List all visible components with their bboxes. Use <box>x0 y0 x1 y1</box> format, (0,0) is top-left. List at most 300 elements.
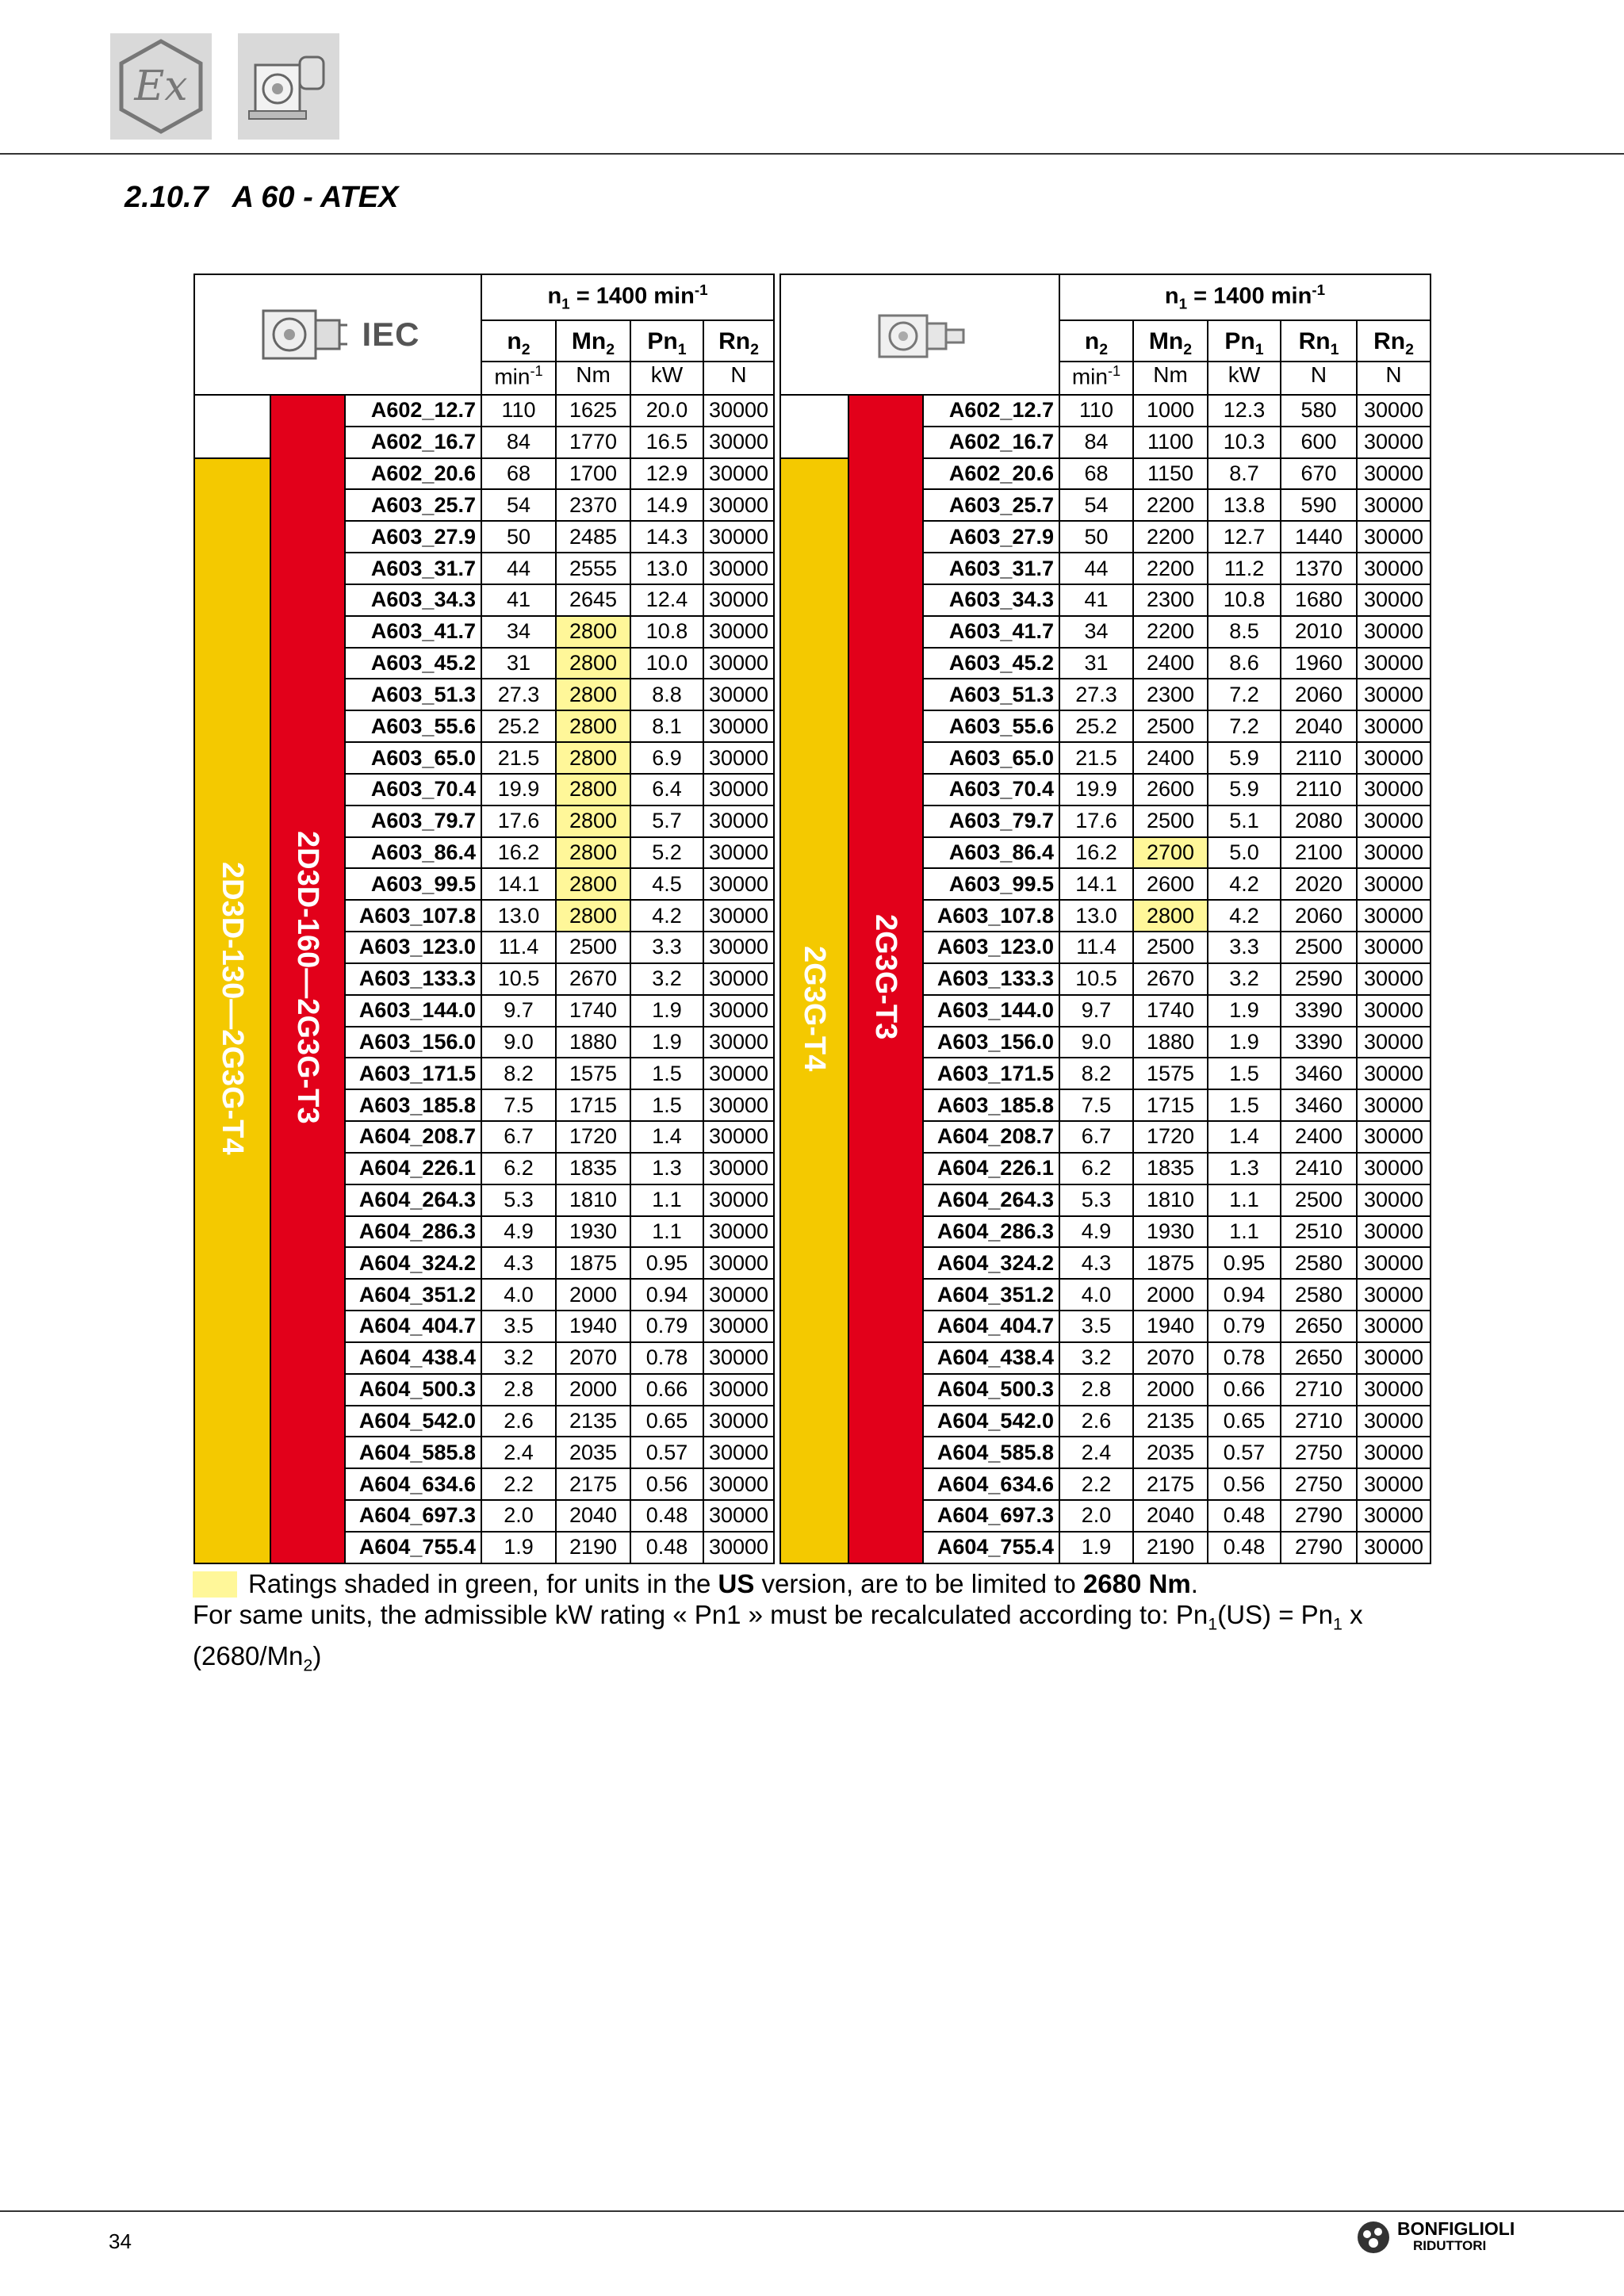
section-name: A 60 - ATEX <box>232 181 399 214</box>
value-cell: 50 <box>1059 521 1133 553</box>
value-cell: 30000 <box>703 1279 774 1311</box>
gear-code-cell: A603_171.5 <box>923 1058 1059 1089</box>
value-cell: 6.4 <box>630 774 703 806</box>
value-cell: 13.8 <box>1208 489 1281 521</box>
value-cell: 1940 <box>1133 1311 1208 1342</box>
value-cell: 54 <box>1059 489 1133 521</box>
value-cell: 9.7 <box>1059 995 1133 1027</box>
value-cell: 2800 <box>556 837 630 869</box>
value-cell: 2300 <box>1133 584 1208 616</box>
value-cell: 84 <box>481 427 556 458</box>
value-cell: 1715 <box>1133 1089 1208 1121</box>
gear-code-cell: A604_438.4 <box>923 1342 1059 1374</box>
value-cell: 1960 <box>1281 648 1357 679</box>
atex-ex-icon <box>110 33 212 140</box>
value-cell: 2500 <box>1133 710 1208 742</box>
value-cell: 2800 <box>1133 900 1208 932</box>
value-cell: 30000 <box>703 553 774 584</box>
value-cell: 12.7 <box>1208 521 1281 553</box>
gear-code-cell: A603_55.6 <box>345 710 481 742</box>
gear-code-cell: A603_156.0 <box>345 1027 481 1058</box>
value-cell: 13.0 <box>1059 900 1133 932</box>
value-cell: 0.48 <box>1208 1532 1281 1563</box>
value-cell: 14.1 <box>481 868 556 900</box>
value-cell: 1.9 <box>630 995 703 1027</box>
value-cell: 30000 <box>703 1406 774 1437</box>
value-cell: 1875 <box>1133 1247 1208 1279</box>
value-cell: 30000 <box>703 774 774 806</box>
gear-code-cell: A602_20.6 <box>345 458 481 490</box>
value-cell: 2.0 <box>481 1500 556 1532</box>
value-cell: 10.5 <box>481 963 556 995</box>
gear-code-cell: A603_79.7 <box>923 806 1059 837</box>
value-cell: 31 <box>481 648 556 679</box>
inner-atex-band <box>270 395 345 1563</box>
value-cell: 1880 <box>556 1027 630 1058</box>
footnote-line-1: Ratings shaded in green, for units in the US version, are to be limited to 2680 Nm. <box>193 1568 1446 1599</box>
value-cell: 1720 <box>1133 1121 1208 1153</box>
section-number: 2.10.7 <box>124 181 209 214</box>
value-cell: 3.2 <box>1059 1342 1133 1374</box>
input-speed-header: $n_1 = 1400$ $\min^{-1}$ <box>1059 274 1431 320</box>
value-cell: 30000 <box>1357 1216 1431 1248</box>
value-cell: 30000 <box>1357 806 1431 837</box>
value-cell: 8.8 <box>630 679 703 710</box>
value-cell: 5.3 <box>1059 1184 1133 1216</box>
value-cell: 8.5 <box>1208 616 1281 648</box>
value-cell: 2135 <box>556 1406 630 1437</box>
gearbox-icon <box>868 303 971 366</box>
value-cell: 6.7 <box>1059 1121 1133 1153</box>
gear-code-cell: A603_65.0 <box>345 742 481 774</box>
gear-code-cell: A603_41.7 <box>923 616 1059 648</box>
value-cell: 30000 <box>1357 1406 1431 1437</box>
value-cell: 6.7 <box>481 1121 556 1153</box>
value-cell: 30000 <box>703 679 774 710</box>
gear-code-cell: A603_86.4 <box>345 837 481 869</box>
value-cell: 30000 <box>703 1437 774 1468</box>
value-cell: 2.8 <box>1059 1374 1133 1406</box>
value-cell: 2500 <box>556 932 630 963</box>
value-cell: 2010 <box>1281 616 1357 648</box>
value-cell: 30000 <box>1357 1311 1431 1342</box>
value-cell: 1740 <box>556 995 630 1027</box>
gear-code-cell: A604_324.2 <box>923 1247 1059 1279</box>
gear-code-cell: A604_208.7 <box>923 1121 1059 1153</box>
value-cell: 1700 <box>556 458 630 490</box>
value-cell: 2080 <box>1281 806 1357 837</box>
brand-logo <box>1356 2220 1515 2255</box>
value-cell: 2510 <box>1281 1216 1357 1248</box>
iec-label: IEC <box>362 316 420 353</box>
value-cell: 3.3 <box>630 932 703 963</box>
value-cell: 30000 <box>703 742 774 774</box>
value-cell: 30000 <box>1357 710 1431 742</box>
gear-code-cell: A603_27.9 <box>345 521 481 553</box>
gear-code-cell: A603_99.5 <box>345 868 481 900</box>
value-cell: 2485 <box>556 521 630 553</box>
value-cell: 2650 <box>1281 1342 1357 1374</box>
value-cell: 2580 <box>1281 1247 1357 1279</box>
value-cell: 2200 <box>1133 489 1208 521</box>
value-cell: 2800 <box>556 742 630 774</box>
gear-code-cell: A603_185.8 <box>345 1089 481 1121</box>
column-unit: N <box>703 362 774 395</box>
value-cell: 30000 <box>1357 616 1431 648</box>
gear-code-cell: A602_20.6 <box>923 458 1059 490</box>
value-cell: 7.5 <box>1059 1089 1133 1121</box>
value-cell: 11.4 <box>1059 932 1133 963</box>
value-cell: 0.48 <box>630 1532 703 1563</box>
value-cell: 1370 <box>1281 553 1357 584</box>
value-cell: 2700 <box>1133 837 1208 869</box>
value-cell: 30000 <box>1357 1437 1431 1468</box>
table-row <box>194 395 774 427</box>
value-cell: 1.9 <box>1208 995 1281 1027</box>
value-cell: 30000 <box>703 1532 774 1563</box>
gearbox-icon <box>255 303 350 366</box>
value-cell: 30000 <box>703 1153 774 1184</box>
value-cell: 2500 <box>1281 1184 1357 1216</box>
value-cell: 2035 <box>556 1437 630 1468</box>
value-cell: 1.9 <box>481 1532 556 1563</box>
value-cell: 1625 <box>556 395 630 427</box>
gear-code-cell: A603_171.5 <box>345 1058 481 1089</box>
value-cell: 25.2 <box>481 710 556 742</box>
value-cell: 10.3 <box>1208 427 1281 458</box>
value-cell: 5.0 <box>1208 837 1281 869</box>
value-cell: 1930 <box>1133 1216 1208 1248</box>
gear-code-cell: A603_144.0 <box>923 995 1059 1027</box>
value-cell: 3.2 <box>481 1342 556 1374</box>
value-cell: 0.48 <box>630 1500 703 1532</box>
value-cell: 14.9 <box>630 489 703 521</box>
gear-code-cell: A603_25.7 <box>923 489 1059 521</box>
value-cell: 0.65 <box>1208 1406 1281 1437</box>
brand-name: BONFIGLIOLI <box>1397 2218 1515 2239</box>
gear-code-cell: A604_264.3 <box>345 1184 481 1216</box>
value-cell: 1715 <box>556 1089 630 1121</box>
value-cell: 30000 <box>1357 1153 1431 1184</box>
value-cell: 2650 <box>1281 1311 1357 1342</box>
value-cell: 6.2 <box>481 1153 556 1184</box>
value-cell: 2060 <box>1281 679 1357 710</box>
value-cell: 1000 <box>1133 395 1208 427</box>
value-cell: 4.2 <box>1208 868 1281 900</box>
value-cell: 30000 <box>1357 553 1431 584</box>
value-cell: 8.2 <box>1059 1058 1133 1089</box>
value-cell: 1835 <box>1133 1153 1208 1184</box>
bonfiglioli-logo-icon <box>1356 2220 1391 2255</box>
value-cell: 2790 <box>1281 1500 1357 1532</box>
value-cell: 2645 <box>556 584 630 616</box>
gear-code-cell: A604_264.3 <box>923 1184 1059 1216</box>
value-cell: 3.2 <box>1208 963 1281 995</box>
left-rating-table <box>193 274 775 1564</box>
value-cell: 2060 <box>1281 900 1357 932</box>
value-cell: 14.3 <box>630 521 703 553</box>
value-cell: 16.2 <box>1059 837 1133 869</box>
value-cell: 25.2 <box>1059 710 1133 742</box>
value-cell: 670 <box>1281 458 1357 490</box>
gear-code-cell: A604_500.3 <box>923 1374 1059 1406</box>
column-unit: N <box>1357 362 1431 395</box>
value-cell: 2400 <box>1133 742 1208 774</box>
column-unit: $\min^{-1}$ <box>1059 362 1133 395</box>
value-cell: 27.3 <box>481 679 556 710</box>
gear-code-cell: A603_144.0 <box>345 995 481 1027</box>
value-cell: 1100 <box>1133 427 1208 458</box>
gear-code-cell: A603_79.7 <box>345 806 481 837</box>
value-cell: 30000 <box>703 648 774 679</box>
column-header: $Rn_2$ <box>703 320 774 362</box>
value-cell: 4.2 <box>1208 900 1281 932</box>
value-cell: 10.8 <box>630 616 703 648</box>
value-cell: 17.6 <box>1059 806 1133 837</box>
value-cell: 0.79 <box>1208 1311 1281 1342</box>
gear-code-cell: A603_70.4 <box>923 774 1059 806</box>
gear-code-cell: A604_226.1 <box>923 1153 1059 1184</box>
value-cell: 2710 <box>1281 1374 1357 1406</box>
value-cell: 2135 <box>1133 1406 1208 1437</box>
value-cell: 44 <box>1059 553 1133 584</box>
value-cell: 2410 <box>1281 1153 1357 1184</box>
value-cell: 30000 <box>703 1027 774 1058</box>
value-cell: 2555 <box>556 553 630 584</box>
value-cell: 110 <box>1059 395 1133 427</box>
value-cell: 30000 <box>1357 963 1431 995</box>
gear-code-cell: A604_226.1 <box>345 1153 481 1184</box>
value-cell: 2.2 <box>1059 1468 1133 1500</box>
gear-code-cell: A603_123.0 <box>923 932 1059 963</box>
value-cell: 2800 <box>556 616 630 648</box>
gear-code-cell: A604_208.7 <box>345 1121 481 1153</box>
value-cell: 1.5 <box>1208 1058 1281 1089</box>
value-cell: 2200 <box>1133 616 1208 648</box>
value-cell: 30000 <box>1357 458 1431 490</box>
value-cell: 1150 <box>1133 458 1208 490</box>
value-cell: 1.9 <box>1208 1027 1281 1058</box>
page-number: 34 <box>109 2229 132 2253</box>
value-cell: 0.57 <box>1208 1437 1281 1468</box>
value-cell: 2800 <box>556 900 630 932</box>
value-cell: 30000 <box>703 900 774 932</box>
value-cell: 30000 <box>1357 679 1431 710</box>
value-cell: 30000 <box>1357 1121 1431 1153</box>
value-cell: 30000 <box>703 1216 774 1248</box>
column-header: $Pn_1$ <box>630 320 703 362</box>
header-rule <box>0 153 1624 155</box>
value-cell: 30000 <box>1357 1247 1431 1279</box>
value-cell: 5.3 <box>481 1184 556 1216</box>
value-cell: 19.9 <box>481 774 556 806</box>
value-cell: 30000 <box>703 1184 774 1216</box>
value-cell: 3460 <box>1281 1058 1357 1089</box>
value-cell: 30000 <box>703 616 774 648</box>
value-cell: 2670 <box>556 963 630 995</box>
gear-code-cell: A604_404.7 <box>923 1311 1059 1342</box>
value-cell: 30000 <box>703 1247 774 1279</box>
value-cell: 0.78 <box>630 1342 703 1374</box>
value-cell: 2190 <box>1133 1532 1208 1563</box>
value-cell: 2.8 <box>481 1374 556 1406</box>
value-cell: 30000 <box>1357 868 1431 900</box>
value-cell: 30000 <box>703 458 774 490</box>
value-cell: 4.9 <box>481 1216 556 1248</box>
gear-code-cell: A604_286.3 <box>923 1216 1059 1248</box>
value-cell: 30000 <box>1357 1500 1431 1532</box>
value-cell: 10.0 <box>630 648 703 679</box>
highlight-swatch <box>193 1571 237 1598</box>
value-cell: 2070 <box>1133 1342 1208 1374</box>
outer-atex-band <box>194 458 270 1563</box>
value-cell: 12.4 <box>630 584 703 616</box>
value-cell: 0.65 <box>630 1406 703 1437</box>
outer-atex-label: 2D3D-130—2G3G-T4 <box>216 862 249 1155</box>
value-cell: 11.4 <box>481 932 556 963</box>
value-cell: 2.6 <box>1059 1406 1133 1437</box>
gear-code-cell: A603_45.2 <box>923 648 1059 679</box>
value-cell: 21.5 <box>481 742 556 774</box>
value-cell: 30000 <box>1357 521 1431 553</box>
value-cell: 2200 <box>1133 553 1208 584</box>
value-cell: 2175 <box>1133 1468 1208 1500</box>
value-cell: 1.1 <box>1208 1184 1281 1216</box>
value-cell: 30000 <box>703 489 774 521</box>
gear-code-cell: A603_65.0 <box>923 742 1059 774</box>
value-cell: 30000 <box>1357 774 1431 806</box>
column-header: $Mn_2$ <box>1133 320 1208 362</box>
footnote-line-2: For same units, the admissible kW rating « Pn1 » must be recalculated according to: $Pn_1(US) = Pn_1$ x <box>193 1600 1363 1634</box>
value-cell: 1810 <box>1133 1184 1208 1216</box>
value-cell: 30000 <box>1357 1027 1431 1058</box>
gear-code-cell: A603_133.3 <box>923 963 1059 995</box>
gear-code-cell: A604_585.8 <box>345 1437 481 1468</box>
value-cell: 4.9 <box>1059 1216 1133 1248</box>
value-cell: 1.3 <box>1208 1153 1281 1184</box>
value-cell: 4.2 <box>630 900 703 932</box>
column-header: $Rn_1$ <box>1281 320 1357 362</box>
value-cell: 44 <box>481 553 556 584</box>
value-cell: 12.9 <box>630 458 703 490</box>
gear-code-cell: A603_107.8 <box>923 900 1059 932</box>
column-unit: kW <box>1208 362 1281 395</box>
gear-code-cell: A603_99.5 <box>923 868 1059 900</box>
gear-code-cell: A603_27.9 <box>923 521 1059 553</box>
value-cell: 30000 <box>703 932 774 963</box>
value-cell: 4.0 <box>1059 1279 1133 1311</box>
value-cell: 1575 <box>1133 1058 1208 1089</box>
value-cell: 3.2 <box>630 963 703 995</box>
value-cell: 21.5 <box>1059 742 1133 774</box>
value-cell: 2710 <box>1281 1406 1357 1437</box>
gear-code-cell: A604_404.7 <box>345 1311 481 1342</box>
gear-code-cell: A604_585.8 <box>923 1437 1059 1468</box>
gear-code-cell: A604_324.2 <box>345 1247 481 1279</box>
footer-rule <box>0 2210 1624 2212</box>
value-cell: 30000 <box>1357 900 1431 932</box>
value-cell: 30000 <box>1357 1532 1431 1563</box>
value-cell: 13.0 <box>481 900 556 932</box>
value-cell: 14.1 <box>1059 868 1133 900</box>
value-cell: 2.6 <box>481 1406 556 1437</box>
value-cell: 7.2 <box>1208 679 1281 710</box>
outer-atex-band <box>780 458 848 1563</box>
value-cell: 0.57 <box>630 1437 703 1468</box>
gear-code-cell: A604_755.4 <box>345 1532 481 1563</box>
value-cell: 1.1 <box>630 1184 703 1216</box>
value-cell: 30000 <box>703 427 774 458</box>
value-cell: 2790 <box>1281 1532 1357 1563</box>
value-cell: 1740 <box>1133 995 1208 1027</box>
value-cell: 30000 <box>703 521 774 553</box>
gearbox-logo-cell <box>780 274 1059 395</box>
gear-code-cell: A604_351.2 <box>923 1279 1059 1311</box>
value-cell: 30000 <box>1357 1342 1431 1374</box>
value-cell: 2040 <box>556 1500 630 1532</box>
gear-code-cell: A604_542.0 <box>923 1406 1059 1437</box>
column-header: $n_2$ <box>481 320 556 362</box>
value-cell: 34 <box>1059 616 1133 648</box>
value-cell: 2040 <box>1281 710 1357 742</box>
outer-atex-label: 2G3G-T4 <box>798 945 831 1072</box>
value-cell: 0.79 <box>630 1311 703 1342</box>
svg-text:Ex: Ex <box>134 63 188 110</box>
value-cell: 30000 <box>1357 395 1431 427</box>
value-cell: 30000 <box>703 1089 774 1121</box>
value-cell: 5.2 <box>630 837 703 869</box>
iec-logo-cell <box>194 274 481 395</box>
value-cell: 1810 <box>556 1184 630 1216</box>
value-cell: 1.9 <box>630 1027 703 1058</box>
value-cell: 5.1 <box>1208 806 1281 837</box>
footnote <box>193 1568 1446 1681</box>
value-cell: 2190 <box>556 1532 630 1563</box>
value-cell: 2110 <box>1281 774 1357 806</box>
value-cell: 30000 <box>703 1374 774 1406</box>
value-cell: 9.7 <box>481 995 556 1027</box>
value-cell: 34 <box>481 616 556 648</box>
blank-cell <box>194 395 270 458</box>
value-cell: 2300 <box>1133 679 1208 710</box>
value-cell: 1680 <box>1281 584 1357 616</box>
value-cell: 30000 <box>1357 1089 1431 1121</box>
value-cell: 2590 <box>1281 963 1357 995</box>
gear-code-cell: A603_45.2 <box>345 648 481 679</box>
gear-code-cell: A604_500.3 <box>345 1374 481 1406</box>
blank-cell <box>780 395 848 458</box>
gear-code-cell: A603_123.0 <box>345 932 481 963</box>
value-cell: 3390 <box>1281 1027 1357 1058</box>
value-cell: 1940 <box>556 1311 630 1342</box>
value-cell: 1.4 <box>1208 1121 1281 1153</box>
value-cell: 2000 <box>556 1279 630 1311</box>
value-cell: 7.5 <box>481 1089 556 1121</box>
value-cell: 20.0 <box>630 395 703 427</box>
value-cell: 1880 <box>1133 1027 1208 1058</box>
value-cell: 1.9 <box>1059 1532 1133 1563</box>
table-row <box>780 395 1431 427</box>
value-cell: 2070 <box>556 1342 630 1374</box>
value-cell: 30000 <box>703 584 774 616</box>
value-cell: 0.48 <box>1208 1500 1281 1532</box>
gear-code-cell: A602_16.7 <box>923 427 1059 458</box>
value-cell: 6.9 <box>630 742 703 774</box>
value-cell: 2200 <box>1133 521 1208 553</box>
value-cell: 68 <box>1059 458 1133 490</box>
value-cell: 68 <box>481 458 556 490</box>
value-cell: 30000 <box>703 1468 774 1500</box>
